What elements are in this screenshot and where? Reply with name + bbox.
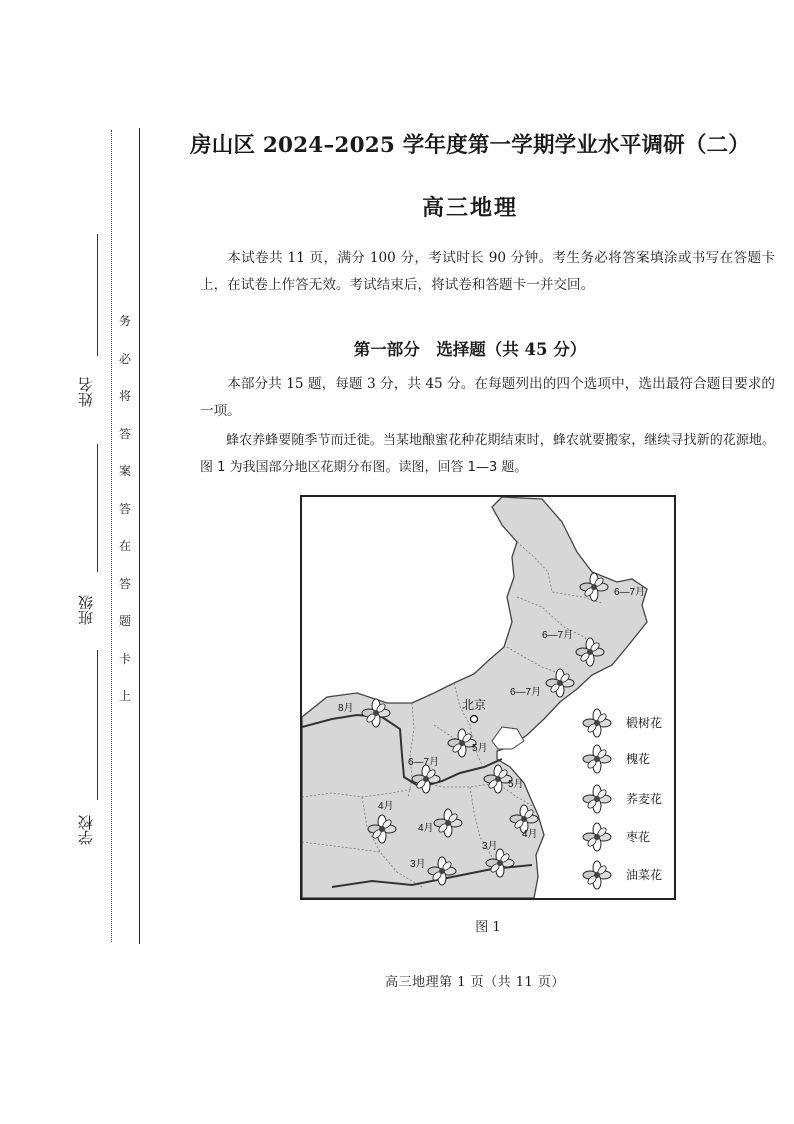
exam-title: 房山区 2024–2025 学年度第一学期学业水平调研（二）: [190, 133, 750, 158]
month-label: 5月: [472, 743, 488, 754]
notice-char: 答: [118, 576, 131, 591]
notice-char: 将: [118, 389, 131, 403]
month-label: 6—7月: [614, 587, 646, 598]
class-fill-line: [97, 444, 98, 572]
name-fill-line: [97, 234, 98, 356]
month-label: 6—7月: [408, 757, 440, 768]
notice-char: 卡: [118, 651, 131, 666]
class-label: 班级: [77, 595, 95, 625]
linden-flower-icon: [583, 709, 611, 737]
exam-instructions: 本试卷共 11 页，满分 100 分，考试时长 90 分钟。考生务必将答案填涂或书写在答题卡上，在试卷上作答无效。考试结束后，将试卷和答题卡一并交回。: [200, 250, 775, 293]
month-label: 4月: [522, 829, 538, 840]
month-label: 5月: [508, 779, 524, 790]
subject-title: 高三地理: [421, 195, 518, 221]
map-legend: [583, 709, 662, 889]
section-instructions: 本部分共 15 题，每题 3 分，共 45 分。在每题列出的四个选项中，选出最符合题目要求的一项。: [200, 376, 775, 419]
legend-label: 枣花: [626, 830, 651, 844]
month-label: 3月: [482, 841, 498, 852]
month-label: 4月: [418, 823, 434, 834]
notice-char: 题: [118, 614, 131, 628]
page-footer: 高三地理第 1 页（共 11 页）: [385, 975, 565, 990]
school-fill-line: [97, 650, 98, 800]
month-label: 8月: [338, 703, 354, 714]
binding-solid-line: [139, 128, 140, 944]
month-label: 6—7月: [510, 687, 542, 698]
flowering-map: [300, 495, 676, 900]
answer-notice: [114, 312, 136, 725]
map-svg: [302, 497, 674, 898]
legend-label: 油菜花: [626, 868, 663, 882]
legend-label: 荞麦花: [626, 792, 663, 806]
beijing-marker: [471, 716, 478, 723]
month-label: 6—7月: [542, 630, 574, 641]
name-label: 姓名: [77, 377, 95, 407]
locust-flower-icon: [583, 745, 611, 773]
jujube-flower-icon: [583, 823, 611, 851]
notice-char: 答: [118, 501, 131, 516]
month-label: 3月: [410, 859, 426, 870]
city-label-beijing: 北京: [462, 698, 487, 712]
month-label: 4月: [378, 801, 394, 812]
notice-char: 上: [118, 689, 131, 703]
figure-caption: 图 1: [475, 920, 501, 935]
notice-char: 务: [118, 314, 131, 328]
school-label: 学校: [77, 815, 95, 845]
legend-label: 椴树花: [626, 716, 663, 730]
question-passage: 蜂农养蜂要随季节而迁徙。当某地酿蜜花种花期结束时，蜂农就要搬家，继续寻找新的花源地。图 1 为我国部分地区花期分布图。读图，回答 1—3 题。: [200, 433, 775, 475]
rapeseed-flower-icon: [583, 861, 611, 889]
buckwheat-flower-icon: [583, 785, 611, 813]
section-title: 第一部分 选择题（共 45 分）: [353, 340, 587, 359]
binding-dotted-line: [111, 130, 112, 942]
legend-label: 槐花: [626, 752, 651, 766]
notice-char: 答: [118, 426, 131, 441]
notice-char: 案: [118, 464, 131, 478]
notice-char: 必: [118, 351, 131, 366]
notice-char: 在: [118, 539, 131, 553]
